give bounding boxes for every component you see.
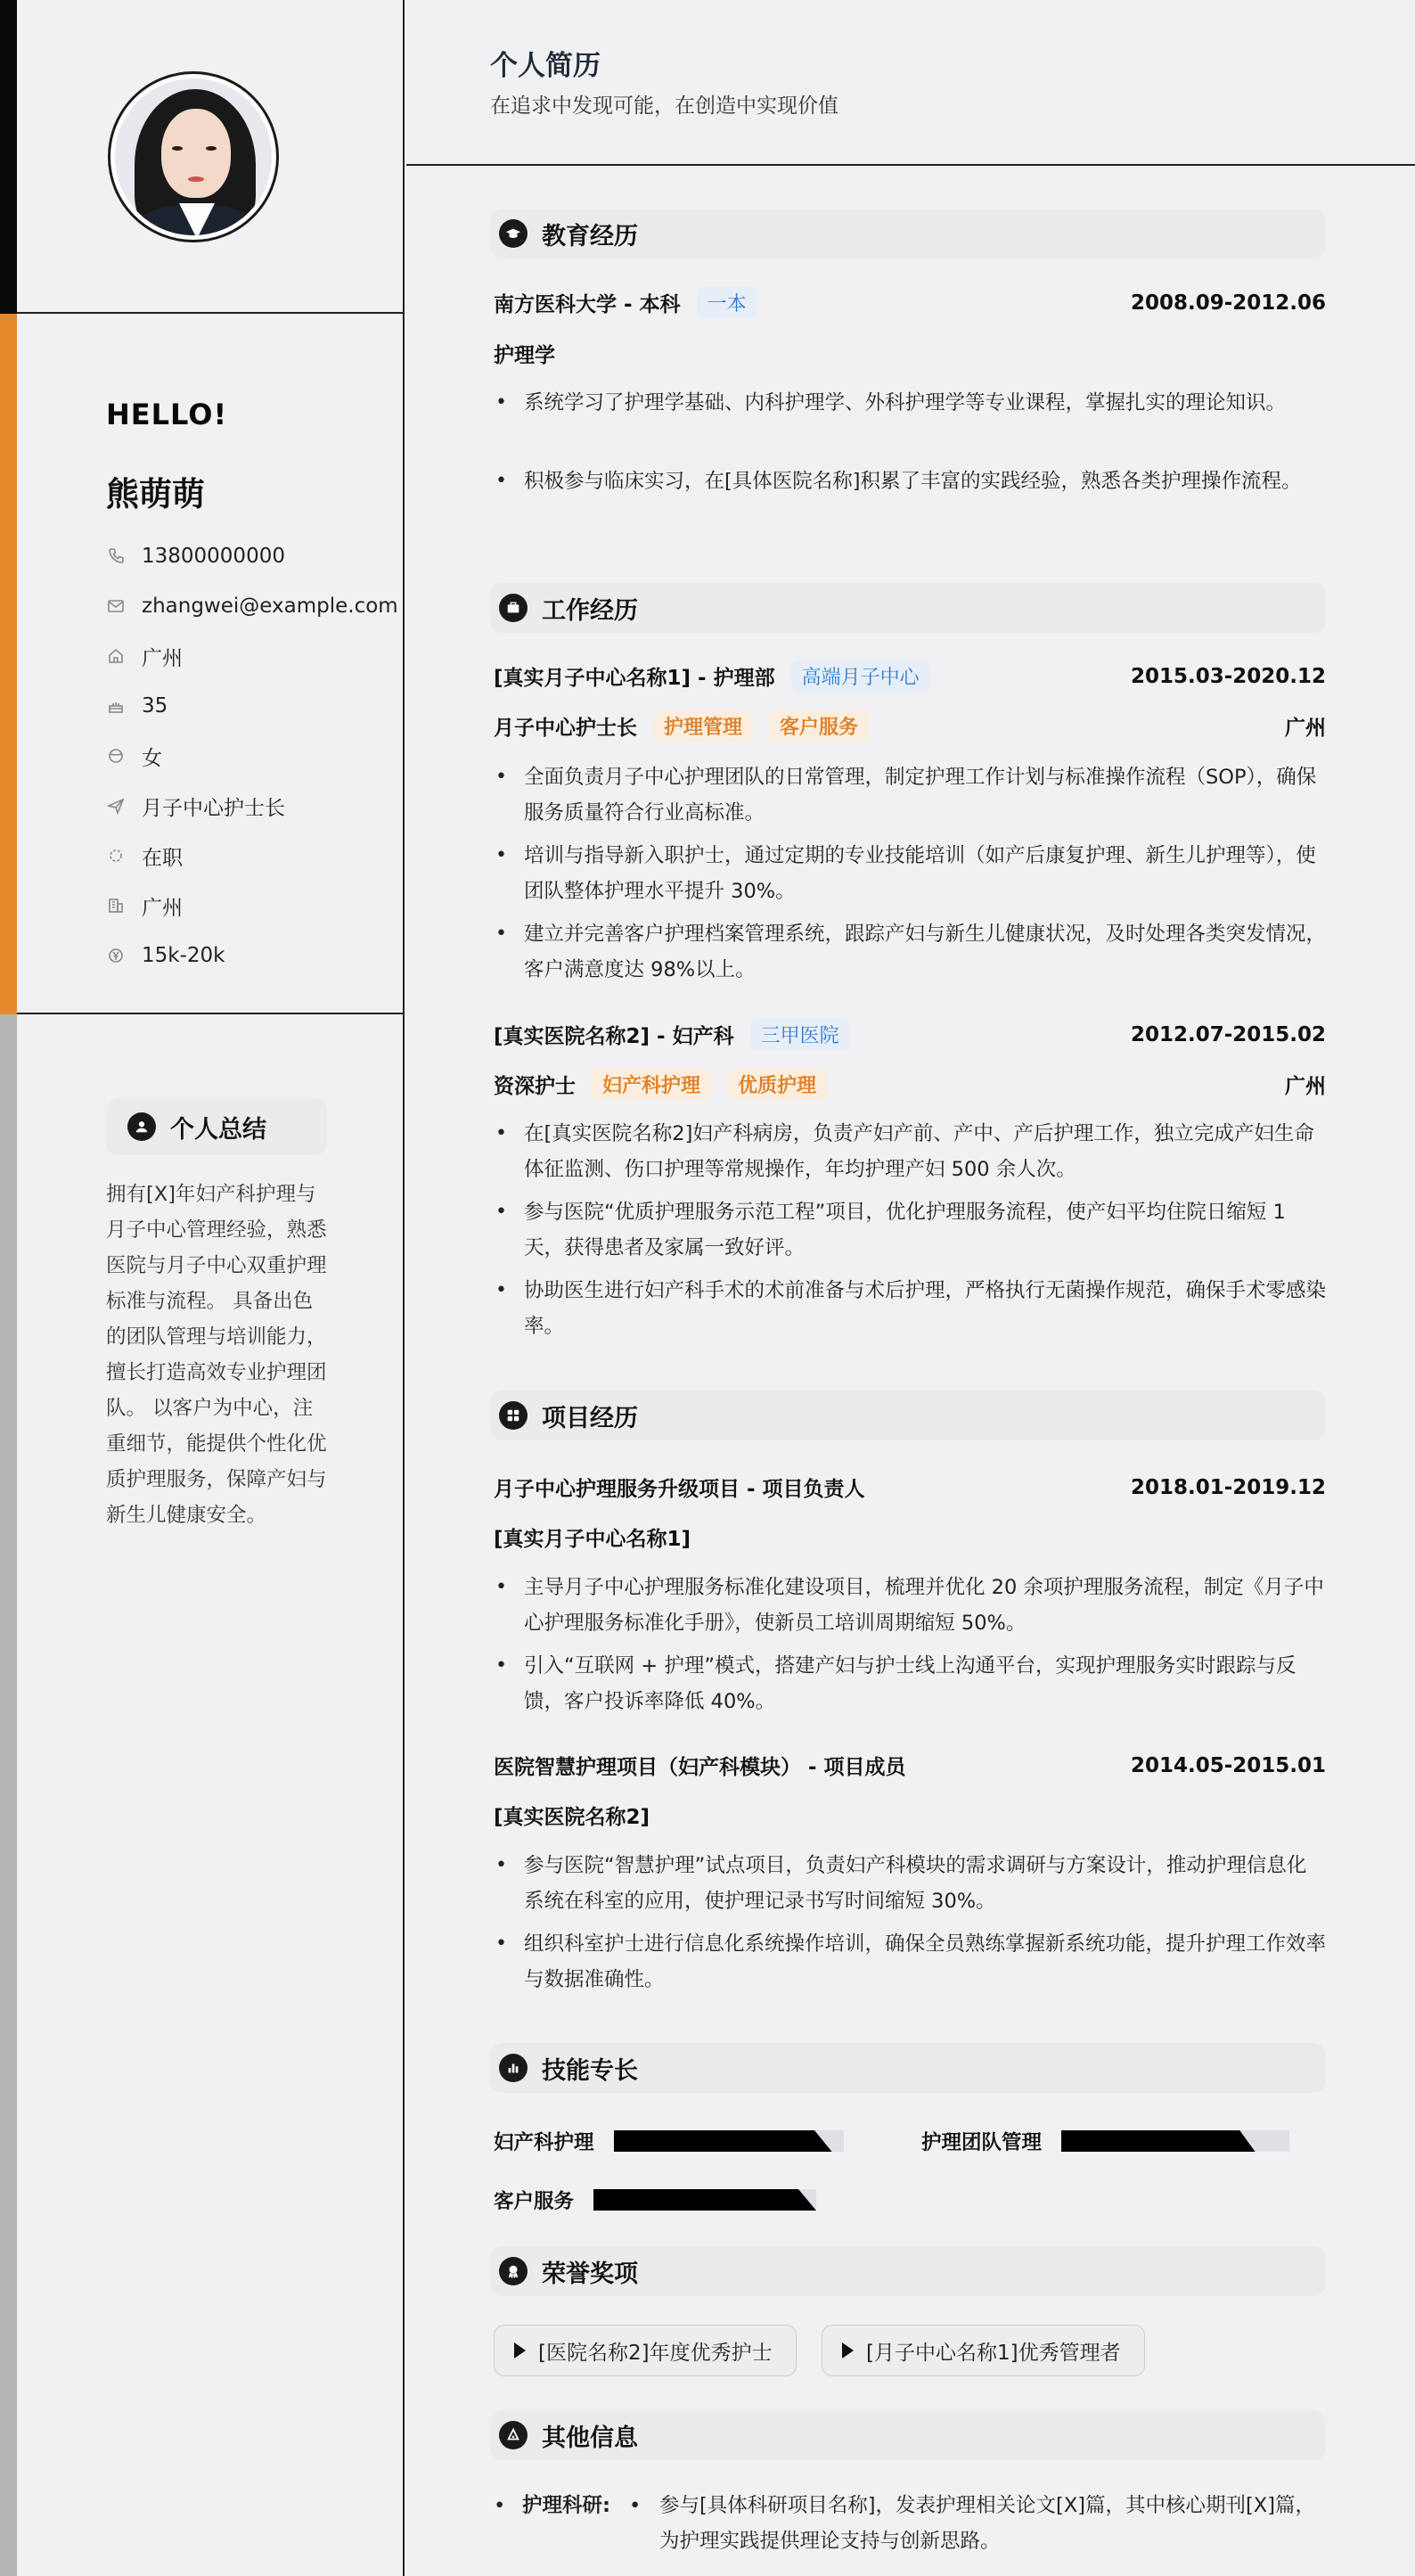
job-bullet: • 建立并完善客户护理档案管理系统，跟踪产妇与新生儿健康状况，及时处理各类突发情况，客户满意度达 98%以上。 — [494, 916, 1326, 988]
projects-section-header — [490, 1391, 1326, 1440]
other-text: • 参与[具体科研项目名称]，发表护理相关论文[X]篇，其中核心期刊[X]篇，为护理实践提供理论支持与创新思路。 — [629, 2488, 1326, 2559]
job-role-row — [494, 1069, 1326, 1100]
sidebar-divider — [17, 312, 405, 314]
project-org: [真实月子中心名称1] — [494, 1528, 691, 1551]
projects-title: 项目经历 — [542, 1404, 638, 1432]
briefcase-icon — [499, 594, 528, 622]
job-role-row — [494, 710, 1326, 742]
job-company: [真实月子中心名称1] - 护理部 — [494, 667, 775, 690]
skill-item — [921, 2127, 1289, 2155]
job-header-row — [494, 1019, 1326, 1050]
mail-icon — [106, 596, 126, 616]
info-status: 在职 — [106, 831, 398, 881]
skill-bar-fill — [614, 2130, 832, 2152]
person-name: 熊萌萌 — [106, 475, 205, 513]
avatar — [108, 71, 279, 242]
job-city: 广州 — [1285, 717, 1326, 740]
awards-title: 荣誉奖项 — [542, 2260, 638, 2288]
job-bullet: • 参与医院“优质护理服务示范工程”项目，优化护理服务流程，使产妇平均住院日缩短 1 天，获得患者及家属一致好评。 — [494, 1194, 1326, 1266]
project-period: 2018.01-2019.12 — [1130, 1475, 1326, 1499]
other-label: 护理科研: — [522, 2494, 610, 2517]
profile-sidebar — [17, 0, 405, 2576]
award-item: [医院名称2]年度优秀护士 — [494, 2325, 797, 2376]
info-address: 广州 — [106, 631, 398, 681]
gender-icon — [106, 746, 126, 766]
skill-bar — [614, 2130, 844, 2152]
education-bullet: • 积极参与临床实习，在[具体医院名称]积累了丰富的实践经验，熟悉各类护理操作流程。 — [494, 464, 1326, 499]
header-divider — [406, 164, 1415, 166]
send-icon — [106, 796, 126, 816]
job-city: 广州 — [1285, 1075, 1326, 1098]
skill-bar-fill — [1061, 2130, 1256, 2152]
project-bullet: • 参与医院“智慧护理”试点项目，负责妇产科模块的需求调研与方案设计，推动护理信息化系统在科室的应用，使护理记录书写时间缩短 30%。 — [494, 1848, 1326, 1919]
job-company-tag: 三甲医院 — [750, 1019, 850, 1050]
award-item: [月子中心名称1]优秀管理者 — [822, 2325, 1145, 2376]
job-bullet: • 在[真实医院名称2]妇产科病房，负责产妇产前、产中、产后护理工作，独立完成产妇生命体征监测、伤口护理等常规操作，年均护理产妇 500 余人次。 — [494, 1116, 1326, 1187]
info-position: 月子中心护士长 — [106, 781, 398, 831]
hello-heading: HELLO! — [106, 398, 228, 431]
info-salary: 15k-20k — [106, 931, 398, 980]
school-tag: 一本 — [697, 287, 757, 318]
cake-icon — [106, 696, 126, 716]
project-name: 月子中心护理服务升级项目 - 项目负责人 — [494, 1478, 865, 1501]
skill-name: 护理团队管理 — [921, 2131, 1043, 2154]
user-icon — [127, 1112, 156, 1141]
job-bullet: • 协助医生进行妇产科手术的术前准备与术后护理，严格执行无菌操作规范，确保手术零感染率。 — [494, 1273, 1326, 1344]
home-icon — [106, 646, 126, 666]
job-bullet: • 全面负责月子中心护理团队的日常管理，制定护理工作计划与标准操作流程（SOP），确保服务质量符合行业高标准。 — [494, 759, 1326, 831]
info-phone: 13800000000 — [106, 531, 398, 581]
skill-name: 客户服务 — [494, 2190, 575, 2213]
project-bullet: • 组织科室护士进行信息化系统操作培训，确保全员熟练掌握新系统功能，提升护理工作效率与数据准确性。 — [494, 1926, 1326, 1998]
project-name: 医院智慧护理项目（妇产科模块） - 项目成员 — [494, 1756, 906, 1779]
salary-icon — [106, 946, 126, 965]
education-period: 2008.09-2012.06 — [1130, 291, 1326, 315]
info-gender: 女 — [106, 731, 398, 781]
info-work-city: 广州 — [106, 881, 398, 931]
education-major: 护理学 — [494, 344, 555, 367]
education-title: 教育经历 — [542, 222, 638, 250]
bar-chart-icon — [499, 2054, 528, 2082]
job-skill-tag: 客户服务 — [769, 710, 869, 742]
job-role: 资深护士 — [494, 1075, 576, 1098]
job-skill-tag: 优质护理 — [727, 1069, 827, 1100]
contact-info-list — [106, 531, 398, 980]
awards-section-header — [490, 2246, 1326, 2296]
status-icon — [106, 846, 126, 866]
sidebar-stripe-grey — [0, 1014, 17, 2576]
work-title: 工作经历 — [542, 596, 638, 625]
summary-text: 拥有[X]年妇产科护理与月子中心管理经验，熟悉医院与月子中心双重护理标准与流程。 具备出色的团队管理与培训能力，擅长打造高效专业护理团队。 以客户为中心，注重细节，能提供个性化优质护理服务，保障产妇与新生儿健康安全。 — [106, 1183, 327, 1527]
job-period: 2012.07-2015.02 — [1130, 1022, 1326, 1046]
job-period: 2015.03-2020.12 — [1130, 664, 1326, 688]
skills-title: 技能专长 — [542, 2056, 638, 2085]
job-bullet: • 培训与指导新入职护士，通过定期的专业技能培训（如产后康复护理、新生儿护理等），使团队整体护理水平提升 30%。 — [494, 838, 1326, 909]
job-company-tag: 高端月子中心 — [791, 660, 930, 692]
other-item: • 护理科研: • 参与[具体科研项目名称]，发表护理相关论文[X]篇，其中核心期刊[X]篇，为护理实践提供理论支持与创新思路。 — [494, 2488, 1326, 2559]
page-subtitle: 在追求中发现可能，在创造中实现价值 — [490, 94, 838, 118]
summary-title: 个人总结 — [170, 1115, 266, 1144]
skill-item — [494, 2127, 844, 2155]
education-row — [494, 287, 1326, 318]
project-bullet: • 主导月子中心护理服务标准化建设项目，梳理并优化 20 余项护理服务流程，制定《月子中心护理服务标准化手册》，使新员工培训周期缩短 50%。 — [494, 1570, 1326, 1641]
skill-bar — [1061, 2130, 1289, 2152]
other-section-header — [490, 2410, 1326, 2460]
job-company: [真实医院名称2] - 妇产科 — [494, 1025, 734, 1048]
sidebar-divider — [17, 1013, 405, 1014]
work-section-header — [490, 583, 1326, 633]
award-icon — [499, 2257, 528, 2285]
building-icon — [106, 896, 126, 915]
triangle-icon — [842, 2342, 854, 2359]
skill-bar-fill — [593, 2189, 816, 2211]
skill-bar — [593, 2189, 816, 2211]
project-org: [真实医院名称2] — [494, 1806, 650, 1829]
graduation-cap-icon — [499, 219, 528, 248]
skills-section-header — [490, 2043, 1326, 2093]
job-role: 月子中心护士长 — [494, 717, 637, 740]
skill-item — [494, 2186, 816, 2214]
resume-main — [406, 0, 1415, 2576]
triangle-icon — [514, 2342, 526, 2359]
info-icon — [499, 2421, 528, 2449]
sidebar-stripe-black — [0, 0, 17, 314]
info-age: 35 — [106, 681, 398, 731]
job-header-row — [494, 660, 1326, 692]
info-email: zhangwei@example.com — [106, 581, 398, 631]
phone-icon — [106, 546, 126, 566]
grid-icon — [499, 1401, 528, 1430]
job-skill-tag: 妇产科护理 — [592, 1069, 711, 1100]
school-name: 南方医科大学 - 本科 — [494, 293, 681, 316]
project-header-row — [494, 1751, 1326, 1780]
skill-name: 妇产科护理 — [494, 2131, 594, 2154]
education-bullet: • 系统学习了护理学基础、内科护理学、外科护理学等专业课程，掌握扎实的理论知识。 — [494, 385, 1326, 421]
project-header-row — [494, 1473, 1326, 1502]
sidebar-stripe-orange — [0, 314, 17, 1014]
summary-section-header — [106, 1098, 327, 1155]
job-skill-tag: 护理管理 — [653, 710, 753, 742]
other-title: 其他信息 — [542, 2424, 638, 2452]
project-bullet: • 引入“互联网 + 护理”模式，搭建产妇与护士线上沟通平台，实现护理服务实时跟踪与反馈，客户投诉率降低 40%。 — [494, 1648, 1326, 1719]
project-period: 2014.05-2015.01 — [1130, 1753, 1326, 1777]
education-section-header — [490, 209, 1326, 258]
page-title: 个人简历 — [490, 50, 601, 82]
